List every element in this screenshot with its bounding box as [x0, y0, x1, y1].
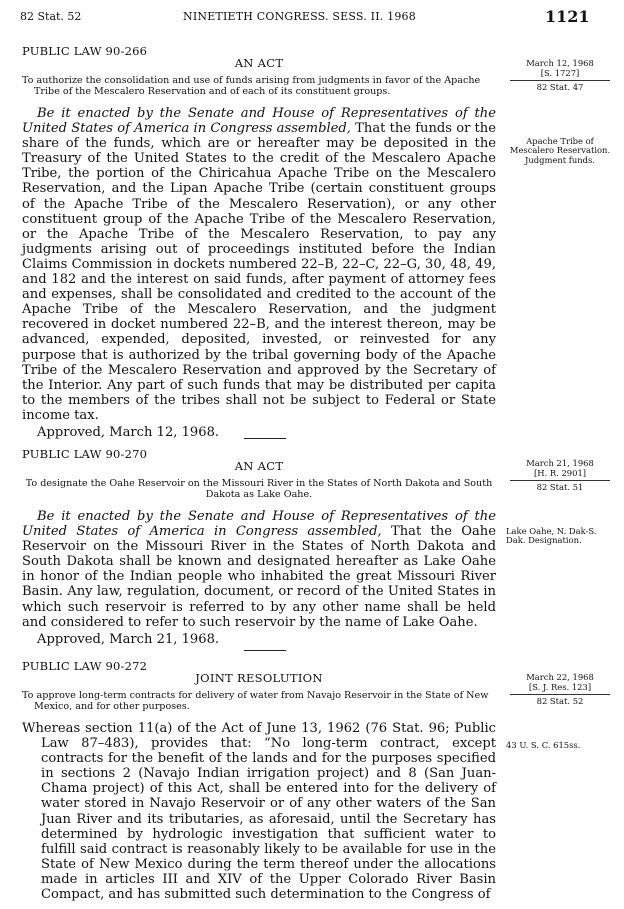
- act-text: That the Oahe Reservoir on the Missouri River in the States of North Dakota and South Dakota shall be known and designated hereafter as Lake Oahe in honor of the Indian people who inhabited the great Missouri River Basin. Any law, regulation, document, or record of the United States in which such reservoir is referred to by any other name shall be held and considered to refer to such reservoir by the name of Lake Oahe.: [22, 524, 496, 630]
- margin-citation-90-270: [505, 459, 615, 493]
- law-number: PUBLIC LAW 90-270: [22, 447, 148, 461]
- public-law-90-266: [22, 44, 496, 440]
- margin-note-90-266: Apache Tribe of Mescalero Reservation. Judgment funds.: [509, 136, 611, 165]
- public-law-90-272: [22, 659, 496, 902]
- margin-stat-reference: 82 Stat. 47: [536, 82, 584, 92]
- margin-citation-90-266: [505, 59, 615, 93]
- section-divider: [244, 438, 286, 439]
- margin-date: March 12, 1968: [526, 58, 594, 68]
- act-heading: AN ACT: [234, 56, 284, 70]
- header-stat-reference: 82 Stat. 52: [20, 10, 82, 23]
- margin-bill-number: [S. 1727]: [540, 67, 580, 78]
- margin-bill-number: [H. R. 2901]: [533, 467, 587, 478]
- law-number: PUBLIC LAW 90-272: [22, 659, 148, 673]
- law-number: PUBLIC LAW 90-266: [22, 44, 148, 58]
- act-body: [22, 106, 496, 423]
- header-congress-session: NINETIETH CONGRESS. SESS. II. 1968: [183, 10, 416, 23]
- enacting-clause: Be it enacted by the Senate and House of Representatives of the United States of America in Congress assembled,: [22, 106, 496, 137]
- approval-date: Approved, March 12, 1968.: [37, 424, 220, 440]
- act-body: [22, 509, 496, 630]
- resolution-purpose: To approve long-term contracts for delivery of water from Navajo Reservoir in the State of New Mexico, and for other purposes.: [22, 690, 489, 712]
- enacting-clause: Be it enacted by the Senate and House of Representatives of the United States of America in Congress assembled,: [22, 509, 496, 540]
- margin-date: March 21, 1968: [526, 458, 594, 468]
- whereas-clause: Whereas section 11(a) of the Act of June 13, 1962 (76 Stat. 96; Public Law 87–483), provides that: “No long-term contract, except contracts for the benefit of the lands and for the purposes specified in sections 2 (Navajo Indian irrigation project) and 8 (San Juan-Chama project) of this Act, shall be entered into for the delivery of water stored in Navajo Reservoir or of any other waters of the San Juan River and its tributaries, as aforesaid, until the Secretary has determined by hydrologic investigation that sufficient water to fulfill said contract is reasonably likely to be available for use in the State of New Mexico during the term thereof under the allocations made in articles III and XIV of the Upper Colorado River Basin Compact, and has submitted such determination to the Congress of: [22, 721, 496, 903]
- act-purpose: To designate the Oahe Reservoir on the Missouri River in the States of North Dakota and South Dakota as Lake Oahe.: [25, 478, 493, 500]
- margin-citation-90-272: [505, 673, 615, 707]
- public-law-90-270: [22, 447, 496, 647]
- act-text: That the funds or the share of the funds, which are or hereafter may be deposited in the Treasury of the United States to the credit of the Mescalero Apache Tribe, the portion of the Chiricahua Apache Tribe on the Mescalero Reservation, and the Lipan Apache Tribe (certain constituent groups of the Apache Tribe of the Mescalero Reservation), or any other constituent group of the Apache Tribe of the Mescalero Reservation, or the Apache Tribe of the Mescalero Reservation, to pay any judgments arising out of proceedings instituted before the Indian Claims Commission in dockets numbered 22–B, 22–C, 22–G, 30, 48, 49, and 182 and the interest on said funds, after payment of attorney fees and expenses, shall be consolidated and credited to the account of the Apache Tribe of the Mescalero Reservation, and the judgment recovered in docket numbered 22–B, and the interest thereon, may be advanced, expended, deposited, invested, or reinvested for any purpose that is authorized by the tribal governing body of the Apache Tribe of the Mescalero Reservation and approved by the Secretary of the Interior. Any part of such funds that may be distributed per capita to the members of the tribes shall not be subject to Federal or State income tax.: [22, 121, 496, 423]
- margin-divider: [510, 694, 610, 695]
- header-page-number: 1121: [545, 7, 590, 26]
- act-purpose: To authorize the consolidation and use of funds arising from judgments in favor of the Apache Tribe of the Mescalero Reservation and of each of its constituent groups.: [22, 75, 481, 97]
- margin-date: March 22, 1968: [526, 672, 594, 682]
- margin-note-90-270: Lake Oahe, N. Dak-S. Dak. Designation.: [506, 526, 597, 546]
- margin-divider: [510, 480, 610, 481]
- section-divider: [244, 650, 286, 651]
- resolution-heading: JOINT RESOLUTION: [195, 671, 323, 685]
- act-heading: AN ACT: [234, 459, 284, 473]
- margin-bill-number: [S. J. Res. 123]: [528, 681, 592, 692]
- margin-stat-reference: 82 Stat. 52: [536, 696, 584, 706]
- approval-date: Approved, March 21, 1968.: [37, 631, 220, 647]
- margin-note-90-272: 43 U. S. C. 615ss.: [506, 740, 581, 750]
- margin-stat-reference: 82 Stat. 51: [536, 482, 584, 492]
- margin-divider: [510, 80, 610, 81]
